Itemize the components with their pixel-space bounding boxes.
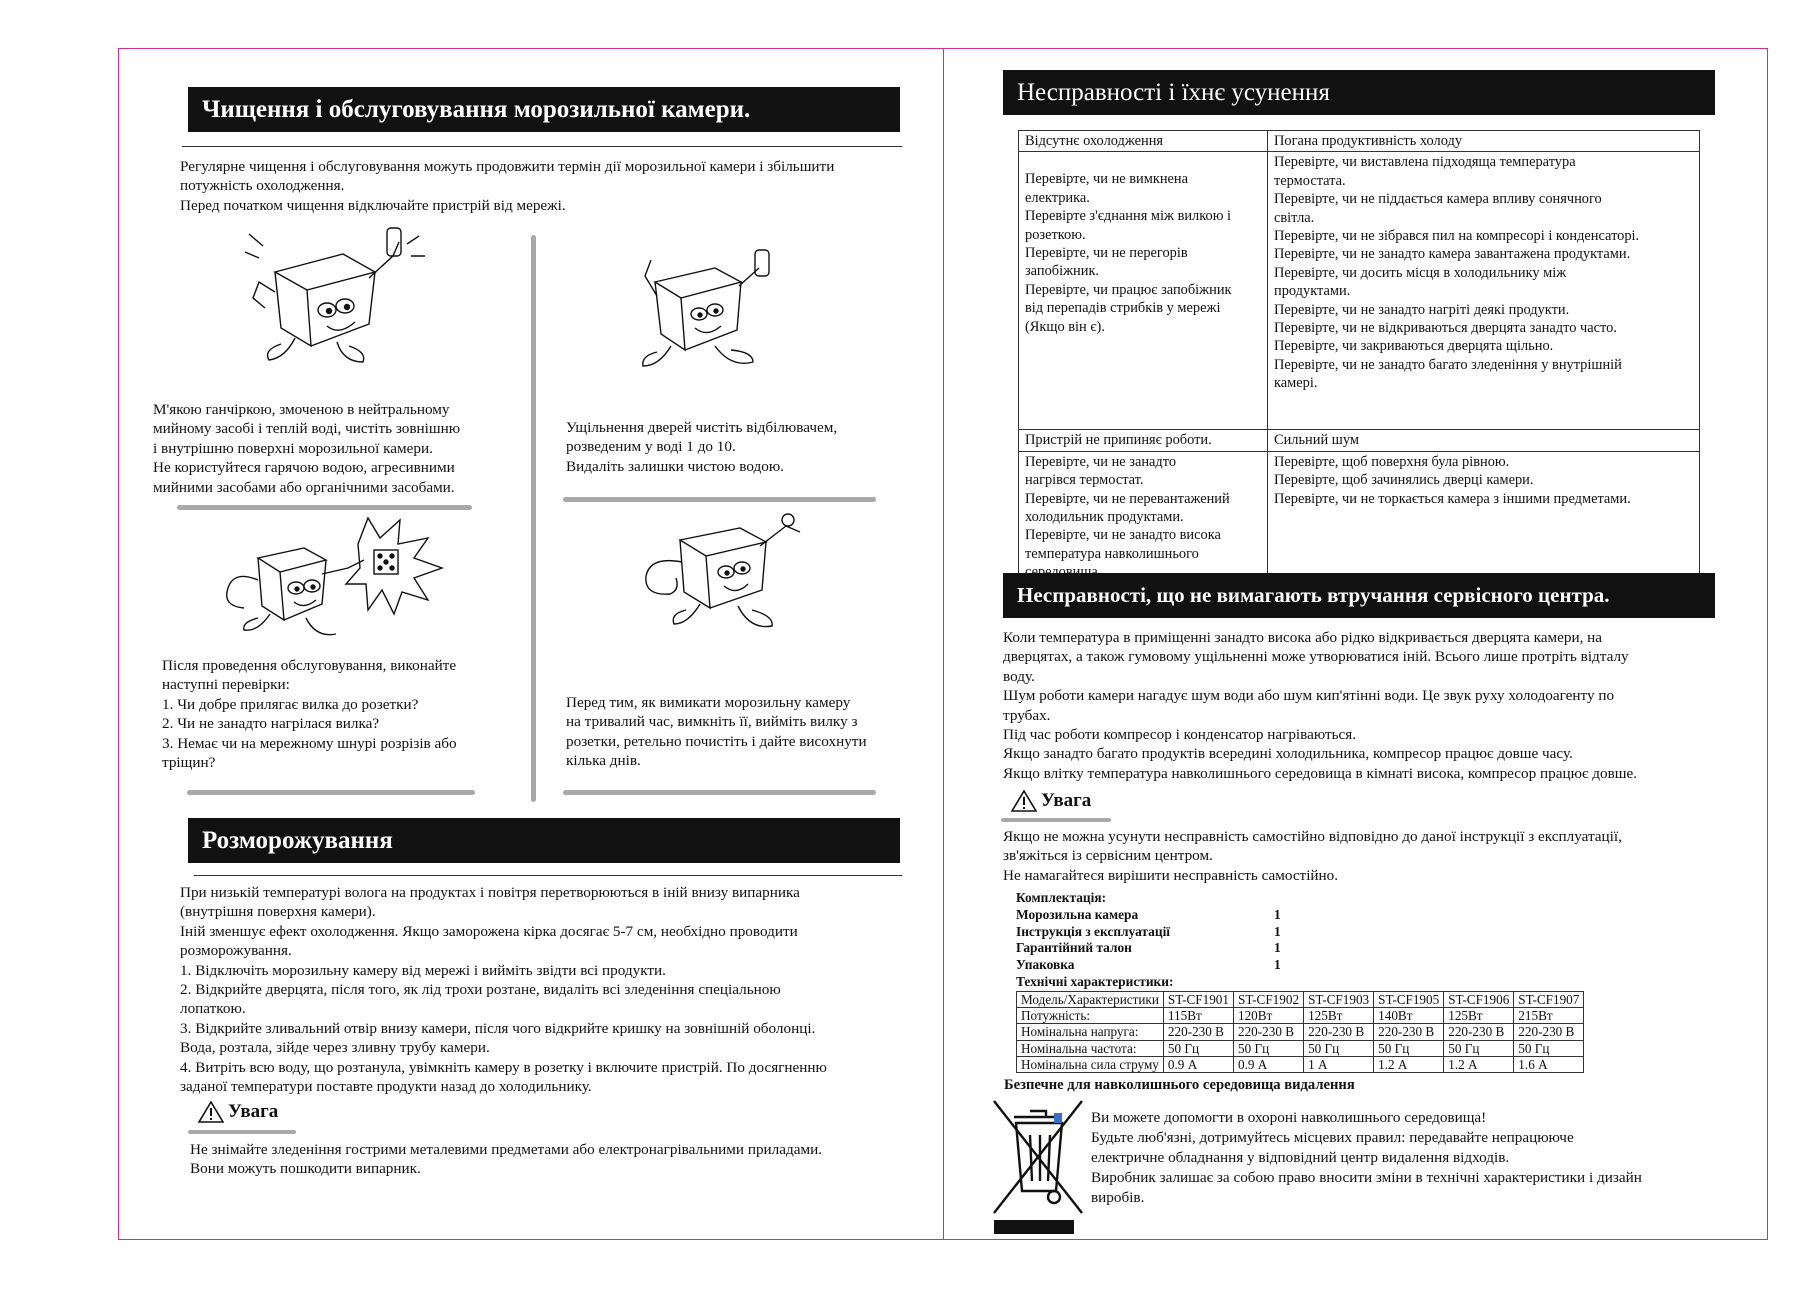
fault-no-cooling-checks: Перевірте, чи не вимкнена електрика. Перевірте з'єднання між вилкою і розеткою. Перевірте, чи не перегорів запобіжник. Перевірте, чи працює запобіжник від перепадів стрибків у мережі (Якщо він є). — [1019, 152, 1268, 430]
spec-cell: Номінальна частота: — [1017, 1040, 1164, 1056]
tip-door-seal: Ущільнення дверей чистіть відбілювачем, розведеним у воді 1 до 10. Видаліть залишки чистою водою. — [566, 419, 838, 475]
kit-list — [1016, 890, 1281, 991]
table-row — [1017, 1056, 1584, 1072]
tip-soft-cloth: М'якою ганчіркою, змоченою в нейтральному мийному засобі і теплій воді, чистіть зовнішню і внутрішню поверхні морозильної камери. Не користуйтеся гарячою водою, агресивними мийними засобами або органічними засобами. — [153, 401, 461, 496]
spec-cell: 0.9 А — [1233, 1056, 1303, 1072]
fault-noise-head: Сильний шум — [1268, 430, 1700, 451]
spec-cell: Потужність: — [1017, 1008, 1164, 1024]
fault-nonstop-head: Пристрій не припиняє роботи. — [1019, 430, 1268, 451]
fault-poor-cooling-head: Погана продуктивність холоду — [1268, 131, 1700, 152]
spec-header-cell: Модель/Характеристики — [1017, 992, 1164, 1008]
kit-item-qty: 1 — [1274, 923, 1281, 939]
kit-item-qty: 1 — [1274, 957, 1281, 973]
cleaning-freezer-illustration-2 — [635, 246, 795, 376]
table-row — [1019, 451, 1700, 583]
spec-cell: 125Вт — [1444, 1008, 1514, 1024]
fault-noise-checks: Перевірте, щоб поверхня була рівною. Перевірте, щоб зачинялись дверці камери. Перевірте, чи не торкається камера з іншими предметами. — [1268, 451, 1700, 583]
kit-item-qty: 1 — [1274, 906, 1281, 922]
spec-header-cell: ST-CF1901 — [1163, 992, 1233, 1008]
spec-cell: 220-230 В — [1374, 1024, 1444, 1040]
table-row — [1019, 152, 1700, 430]
table-row — [1017, 1024, 1584, 1040]
tip-after-service: Після проведення обслуговування, виконайте наступні перевірки: 1. Чи добре прилягає вилка до розетки? 2. Чи не занадто нагрілася вилка? 3. Немає чи на мережному шнурі розрізів або тріщин? — [162, 657, 457, 772]
spec-header-cell: ST-CF1907 — [1514, 992, 1584, 1008]
warning-triangle-icon — [198, 1101, 224, 1123]
list-item — [1016, 957, 1281, 974]
spec-cell: 115Вт — [1163, 1008, 1233, 1024]
specs-title: Технічні характеристики: — [1016, 973, 1174, 989]
spec-cell: 220-230 В — [1233, 1024, 1303, 1040]
divider-right-2 — [563, 790, 876, 795]
no-service-body: Коли температура в приміщенні занадто висока або рідко відкривається дверцята камери, на дверцятах, а також гумовому ущільненні може утворюватися іній. Всього лише протріть відталу воду. Шум роботи камери нагадує шум води або шум кип'ятінні води. Це звук руху холодоагенту по трубах. Під час роботи компресор і конденсатор нагріваються. Якщо занадто багато продуктів всередині холодильника, компресор працює довше часу. Якщо влітку температура навколишнього середовища в кімнаті висока, компресор працює довше. — [1003, 629, 1637, 782]
spec-cell: 220-230 В — [1444, 1024, 1514, 1040]
kit-item-qty: 1 — [1274, 940, 1281, 956]
cleaning-heading: Чищення і обслуговування морозильної камери. — [188, 87, 900, 132]
spec-cell: 215Вт — [1514, 1008, 1584, 1024]
spec-cell: 220-230 В — [1304, 1024, 1374, 1040]
spec-cell: 1.6 А — [1514, 1056, 1584, 1072]
fault-poor-cooling-checks: Перевірте, чи виставлена підходяща температура термостата. Перевірте, чи не піддається камера впливу сонячного світла. Перевірте, чи не зібрався пил на компресорі і конденсаторі. Перевірте, чи не занадто камера завантажена продуктами. Перевірте, чи досить місця в холодильнику між продуктами. Перевірте, чи не занадто нагріті деякі продукти. Перевірте, чи не відкриваються дверцята занадто часто. Перевірте, чи закриваються дверцята щільно. Перевірте, чи не занадто багато зледеніння у внутрішній камері. — [1268, 152, 1700, 430]
no-service-warning-label: Увага — [1041, 790, 1092, 811]
divider-left-1 — [177, 505, 472, 510]
faults-heading: Несправності і їхнє усунення — [1003, 70, 1715, 115]
divider-right-1 — [563, 497, 876, 502]
fault-no-cooling-head: Відсутнє охолодження — [1019, 131, 1268, 152]
troubleshooting-table — [1018, 130, 1700, 584]
table-row — [1017, 1040, 1584, 1056]
kit-item-name: Інструкція з експлуатації — [1016, 923, 1171, 939]
no-service-warning-text: Якщо не можна усунути несправність самостійно відповідно до даної інструкції з експлуатації, зв'яжіться із сервісним центром. Не намагайтеся вирішити несправність самостійно. — [1003, 828, 1622, 884]
spec-table — [1016, 991, 1584, 1073]
spec-cell: Номінальна сила струму — [1017, 1056, 1164, 1072]
spec-cell: 1.2 А — [1374, 1056, 1444, 1072]
page-fold-line — [943, 48, 944, 1240]
spec-cell: 50 Гц — [1233, 1040, 1303, 1056]
cleaning-freezer-illustration-4 — [640, 506, 810, 638]
cleaning-heading-rule — [182, 146, 902, 147]
defrost-warning-label: Увага — [228, 1101, 279, 1122]
defrost-warning-underline — [188, 1130, 296, 1134]
no-service-warning-title — [1011, 790, 1091, 812]
divider-left-2 — [187, 790, 475, 795]
defrost-warning-text: Не знімайте зледеніння гострими металевими предметами або електронагрівальними приладами. Вони можуть пошкодити випарник. — [190, 1141, 822, 1178]
spec-cell: 50 Гц — [1514, 1040, 1584, 1056]
warning-triangle-icon — [1011, 790, 1037, 812]
spec-cell: 140Вт — [1374, 1008, 1444, 1024]
spec-cell: 1 А — [1304, 1056, 1374, 1072]
defrost-body: При низькій температурі волога на продуктах і повітря перетворюються в іній внизу випарника (внутрішня поверхня камери). Іній зменшує ефект охолодження. Якщо заморожена кірка досягає 5-7 см, необхідно проводити розморожування. 1. Відключіть морозильну камеру від мережі і вийміть звідти всі продукти. 2. Відкрийте дверцята, після того, як лід трохи розтане, видаліть всі зледеніння спеціальною лопаткою. 3. Відкрийте зливальний отвір внизу камери, після чого відкрийте кришку на зовнішній оболонці. Вода, розтала, зійде через зливну трубу камери. 4. Витріть всю воду, що розтанула, увімкніть камеру в розетку і включите пристрій. По досягненню заданої температури поставте продукти назад до холодильнику. — [180, 884, 827, 1096]
spec-cell: 50 Гц — [1374, 1040, 1444, 1056]
spec-cell: 1.2 А — [1444, 1056, 1514, 1072]
disposal-body: Ви можете допомогти в охороні навколишнього середовища! Будьте люб'язні, дотримуйтесь місцевих правил: передавайте непрацююче електричне обладнання у відповідний центр видалення відходів. Виробник залишає за собою право вносити зміни в технічні характеристики і дизайн виробів. — [1091, 1109, 1642, 1206]
spec-cell: 220-230 В — [1163, 1024, 1233, 1040]
table-row — [1019, 131, 1700, 152]
kit-title: Комплектація: — [1016, 890, 1107, 905]
defrost-warning-title — [198, 1101, 278, 1123]
spec-cell: 50 Гц — [1444, 1040, 1514, 1056]
kit-item-name: Гарантійний талон — [1016, 940, 1132, 956]
list-item — [1016, 907, 1281, 924]
list-item — [1016, 924, 1281, 941]
spec-cell: 125Вт — [1304, 1008, 1374, 1024]
spec-cell: 50 Гц — [1163, 1040, 1233, 1056]
spec-cell: 120Вт — [1233, 1008, 1303, 1024]
cleaning-vertical-divider — [531, 235, 536, 802]
table-row — [1019, 430, 1700, 451]
cleaning-freezer-illustration-1 — [235, 212, 435, 370]
table-row — [1017, 1008, 1584, 1024]
kit-item-name: Упаковка — [1016, 957, 1075, 973]
spec-cell: 50 Гц — [1304, 1040, 1374, 1056]
tip-long-off: Перед тим, як вимикати морозильну камеру на тривалий час, вимкніть її, вийміть вилку з розетки, ретельно почистіть і дайте висохнути кілька днів. — [566, 694, 867, 770]
kit-item-name: Морозильна камера — [1016, 906, 1139, 922]
defrost-heading-rule — [194, 875, 902, 876]
crossed-bin-icon — [990, 1095, 1086, 1235]
disposal-title: Безпечне для навколишнього середовища видалення — [1004, 1077, 1355, 1093]
no-service-warning-underline — [1001, 818, 1111, 822]
spec-cell: 0.9 А — [1163, 1056, 1233, 1072]
defrost-heading: Розморожування — [188, 818, 900, 863]
spec-header-cell: ST-CF1902 — [1233, 992, 1303, 1008]
spec-header-cell: ST-CF1903 — [1304, 992, 1374, 1008]
spec-header-cell: ST-CF1906 — [1444, 992, 1514, 1008]
table-row — [1017, 992, 1584, 1008]
fault-nonstop-checks: Перевірте, чи не занадто нагрівся термостат. Перевірте, чи не перевантажений холодильник продуктами. Перевірте, чи не занадто висока температура навколишнього — [1019, 451, 1268, 583]
list-item — [1016, 940, 1281, 957]
no-service-heading: Несправності, що не вимагають втручання сервісного центра. — [1003, 573, 1715, 618]
cleaning-freezer-illustration-3 — [218, 514, 450, 642]
spec-cell: 220-230 В — [1514, 1024, 1584, 1040]
spec-cell: Номінальна напруга: — [1017, 1024, 1164, 1040]
spec-header-cell: ST-CF1905 — [1374, 992, 1444, 1008]
cleaning-intro: Регулярне чищення і обслуговування можуть продовжити термін дії морозильної камери і збільшити потужність охолодження. Перед початком чищення відключайте пристрій від мережі. — [180, 158, 835, 214]
